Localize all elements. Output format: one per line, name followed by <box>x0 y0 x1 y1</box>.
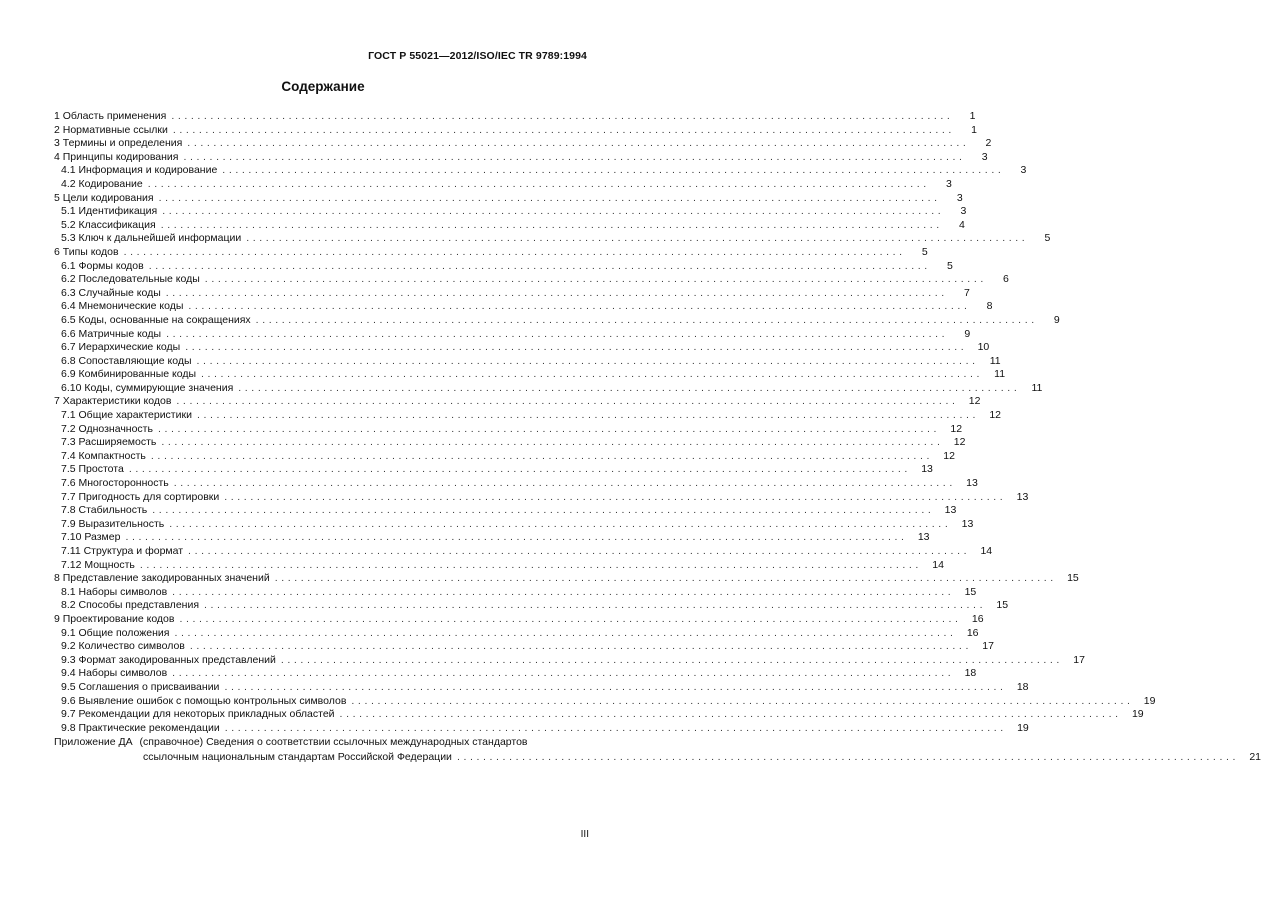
toc-entry-label: 6.1 Формы кодов <box>61 259 144 272</box>
toc-entry-label: 5 Цели кодирования <box>54 191 154 204</box>
leader-dots: ........................................................................................................................ <box>238 381 1021 394</box>
leader-dots: ........................................................................................................................ <box>169 517 952 530</box>
leader-dots: ........................................................................................................................ <box>161 436 944 449</box>
leader-dots: ........................................................................................................................ <box>274 572 1057 585</box>
toc-entry[interactable] <box>54 341 990 355</box>
appendix-page-number: 21 <box>1249 750 1261 763</box>
leader-dots: ........................................................................................................................ <box>171 110 954 122</box>
leader-dots: ........................................................................................................................ <box>179 612 962 625</box>
toc-entry-page: 17 <box>982 640 994 653</box>
toc-entry-label: 7.4 Компактность <box>61 449 146 462</box>
toc-entry[interactable] <box>54 612 984 627</box>
leader-dots: ........................................................................................................................ <box>152 504 935 517</box>
leader-dots: ........................................................................................................................ <box>351 694 1134 707</box>
leader-dots: ........................................................................................................................ <box>222 164 1005 177</box>
leader-dots: ........................................................................................................................ <box>224 721 1007 734</box>
toc-entry-label: 6 Типы кодов <box>54 245 119 258</box>
toc-entry-label: 1 Область применения <box>54 110 167 122</box>
toc-entry-label: 6.6 Матричные коды <box>61 327 162 340</box>
toc-entry[interactable] <box>54 463 933 477</box>
toc-entry-page: 3 <box>960 205 967 218</box>
toc-entry-page: 18 <box>1016 680 1029 693</box>
toc-entry-label: 9.2 Количество символов <box>61 640 185 653</box>
leader-dots: ........................................................................................................................ <box>255 313 1038 326</box>
toc-entry-label: 9 Проектирование кодов <box>54 612 175 625</box>
toc-entry-page: 13 <box>944 504 957 517</box>
toc-entry[interactable] <box>54 436 966 450</box>
toc-entry[interactable] <box>54 694 1156 709</box>
toc-entry-label: 7.2 Однозначность <box>61 422 153 435</box>
toc-entry-label: 7.9 Выразительность <box>61 517 165 530</box>
leader-dots: ........................................................................................................................ <box>139 558 922 571</box>
toc-entry-page: 12 <box>968 395 981 408</box>
toc-entry[interactable] <box>54 477 978 491</box>
toc-entry-label: 9.5 Соглашения о присваивании <box>61 680 220 693</box>
toc-entry-page: 6 <box>1003 273 1009 286</box>
page-title: Содержание <box>281 79 365 94</box>
toc-entry[interactable] <box>54 150 988 165</box>
toc-entry[interactable] <box>54 449 955 464</box>
toc-entry-page: 16 <box>971 612 984 625</box>
toc-entry[interactable] <box>54 191 963 206</box>
toc-entry-page: 15 <box>996 599 1009 612</box>
toc-entry-label: 5.1 Идентификация <box>61 205 158 218</box>
toc-entry-page: 2 <box>985 137 992 150</box>
toc-entry-page: 3 <box>956 191 963 204</box>
toc-entry[interactable] <box>54 381 1043 396</box>
leader-dots: ........................................................................................................................ <box>158 191 941 204</box>
toc-entry-label: 9.3 Формат закодированных представлений <box>61 653 276 666</box>
leader-dots: ........................................................................................................................ <box>147 177 930 190</box>
toc-entry[interactable] <box>54 558 944 573</box>
leader-dots: ........................................................................................................................ <box>189 640 972 653</box>
toc-entry[interactable] <box>54 313 1060 328</box>
toc-entry[interactable] <box>54 599 1009 613</box>
leader-dots: ........................................................................................................................ <box>188 300 971 313</box>
leader-dots: ........................................................................................................................ <box>188 545 971 557</box>
appendix-prefix: Приложение ДА <box>54 736 133 749</box>
toc-entry-page: 5 <box>946 259 953 272</box>
toc-entry[interactable] <box>54 245 928 260</box>
leader-dots: ........................................................................................................................ <box>150 449 933 462</box>
toc-entry-page: 19 <box>1131 708 1144 721</box>
toc-entry[interactable] <box>54 218 965 233</box>
leader-dots: ........................................................................................................................ <box>196 409 980 422</box>
toc-entry-label: 8.1 Наборы символов <box>61 585 168 598</box>
leader-dots: ........................................................................................................................ <box>123 245 906 258</box>
leader-dots: ........................................................................................................................ <box>183 150 966 163</box>
toc-entry-label: 7.11 Структура и формат <box>61 545 184 557</box>
toc-entry-page: 12 <box>953 436 966 449</box>
toc-entry-label: 4 Принципы кодирования <box>54 150 179 163</box>
toc-entry-page: 9 <box>1053 313 1060 326</box>
leader-dots: ........................................................................................................................ <box>204 273 987 286</box>
leader-dots: ........................................................................................................................ <box>172 585 955 598</box>
toc-entry-page: 15 <box>1067 572 1079 585</box>
leader-dots: ........................................................................................................................ <box>339 708 1122 721</box>
toc-entry-label: 3 Термины и определения <box>54 137 183 150</box>
toc-entry[interactable] <box>54 585 977 600</box>
toc-entry-page: 3 <box>945 177 952 190</box>
toc-entry-label: 9.1 Общие положения <box>61 626 170 639</box>
table-of-contents <box>54 110 1261 764</box>
toc-entry-label: 9.8 Практические рекомендации <box>61 721 220 734</box>
toc-entry-label: 6.7 Иерархические коды <box>61 341 181 354</box>
toc-entry-page: 13 <box>917 531 930 544</box>
document-header: ГОСТ Р 55021—2012/ISO/IEC TR 9789:1994 <box>368 50 587 62</box>
toc-entry-label: 7.12 Мощность <box>61 558 135 571</box>
toc-entry-label: 7 Характеристики кодов <box>54 395 172 408</box>
toc-entry-page: 19 <box>1017 721 1029 734</box>
toc-entry-page: 18 <box>964 667 977 680</box>
toc-entry-label: 6.9 Комбинированные коды <box>61 368 196 381</box>
toc-entry-page: 11 <box>989 354 1001 367</box>
toc-entry-page: 17 <box>1073 653 1085 666</box>
leader-dots: ........................................................................................................................ <box>187 137 970 150</box>
toc-entry-label: 7.6 Многосторонность <box>61 477 169 490</box>
appendix-title-line1: (справочное) Сведения о соответствии ссылочных международных стандартов <box>139 736 528 749</box>
toc-entry[interactable] <box>54 286 970 301</box>
toc-entry-page: 5 <box>921 245 928 258</box>
toc-entry[interactable] <box>54 259 953 274</box>
toc-entry[interactable] <box>54 667 977 681</box>
toc-entry-page: 13 <box>961 517 974 530</box>
leader-dots: ........................................................................................................................ <box>174 626 957 639</box>
toc-entry-label: 7.3 Расширяемость <box>61 436 157 449</box>
toc-entry[interactable] <box>54 422 963 437</box>
toc-entry-label: 6.5 Коды, основанные на сокращениях <box>61 313 251 326</box>
toc-entry-label: 4.1 Информация и кодирование <box>61 164 218 177</box>
toc-entry[interactable] <box>54 680 1029 695</box>
toc-entry-label: 7.10 Размер <box>61 531 121 544</box>
toc-entry-label: 7.8 Стабильность <box>61 504 148 517</box>
toc-entry-page: 1 <box>971 123 977 136</box>
toc-entry-page: 11 <box>1031 381 1043 394</box>
leader-dots: ........................................................................................................................ <box>172 667 955 680</box>
toc-entry-label: 9.4 Наборы символов <box>61 667 168 680</box>
leader-dots: ........................................................................................................................ <box>176 395 959 408</box>
leader-dots: ........................................................................................................................ <box>160 218 943 231</box>
leader-dots: ........................................................................................................................ <box>196 354 979 367</box>
toc-entry-page: 13 <box>921 463 933 476</box>
toc-entry-page: 12 <box>943 449 955 462</box>
toc-entry[interactable] <box>54 721 1029 736</box>
toc-entry[interactable] <box>54 354 1001 369</box>
toc-entry-label: 8 Представление закодированных значений <box>54 572 270 585</box>
leader-dots: ........................................................................................................................ <box>456 750 1240 763</box>
leader-dots: ........................................................................................................................ <box>173 477 956 490</box>
appendix-title-line2: ссылочным национальным стандартам Российской Федерации <box>143 750 452 763</box>
toc-entry[interactable] <box>54 164 1027 178</box>
toc-entry[interactable] <box>54 640 994 654</box>
toc-entry-page: 14 <box>932 558 944 571</box>
toc-entry[interactable] <box>54 490 1029 505</box>
toc-entry-page: 9 <box>964 327 971 340</box>
leader-dots: ........................................................................................................................ <box>148 259 931 272</box>
toc-entry-label: 2 Нормативные ссылки <box>54 123 168 136</box>
toc-entry-page: 8 <box>986 300 993 313</box>
leader-dots: ........................................................................................................................ <box>157 422 941 435</box>
leader-dots: ........................................................................................................................ <box>246 232 1029 245</box>
leader-dots: ........................................................................................................................ <box>128 463 911 476</box>
toc-entry[interactable] <box>54 273 1009 287</box>
toc-entry-label: 9.7 Рекомендации для некоторых прикладных областей <box>61 708 335 721</box>
toc-entry-page: 14 <box>980 545 993 557</box>
leader-dots: ........................................................................................................................ <box>204 599 987 612</box>
toc-entry-page: 16 <box>966 626 979 639</box>
toc-entry-label: 5.2 Классификация <box>61 218 156 231</box>
toc-entry[interactable] <box>54 409 1002 423</box>
toc-entry-page: 12 <box>950 422 963 435</box>
leader-dots: ........................................................................................................................ <box>172 123 955 136</box>
leader-dots: ........................................................................................................................ <box>185 341 968 354</box>
toc-entry-label: 9.6 Выявление ошибок с помощью контрольных символов <box>61 694 347 707</box>
toc-entry[interactable] <box>54 177 952 192</box>
toc-entry-page: 13 <box>966 477 978 490</box>
toc-entry-label: 7.5 Простота <box>61 463 124 476</box>
toc-entry[interactable] <box>54 517 974 532</box>
toc-entry-page: 11 <box>994 368 1006 381</box>
leader-dots: ........................................................................................................................ <box>125 531 908 544</box>
toc-entry[interactable] <box>54 137 992 151</box>
toc-entry[interactable] <box>54 504 957 518</box>
toc-entry-label: 6.8 Сопоставляющие коды <box>61 354 192 367</box>
toc-entry-label: 8.2 Способы представления <box>61 599 200 612</box>
toc-entry[interactable] <box>54 572 1079 586</box>
leader-dots: ........................................................................................................................ <box>224 680 1007 693</box>
toc-entry[interactable] <box>54 531 930 545</box>
toc-entry[interactable] <box>54 123 977 138</box>
toc-entry[interactable] <box>54 327 971 342</box>
leader-dots: ........................................................................................................................ <box>162 205 945 218</box>
toc-entry[interactable] <box>54 395 981 409</box>
toc-entry-label: 6.4 Мнемонические коды <box>61 300 184 313</box>
toc-entry-label: 7.1 Общие характеристики <box>61 409 192 422</box>
toc-entry-page: 4 <box>958 218 965 231</box>
toc-entry-page: 12 <box>989 409 1002 422</box>
toc-entry-label: 7.7 Пригодность для сортировки <box>61 490 220 503</box>
page-number-footer: III <box>580 829 589 840</box>
toc-entry-page: 13 <box>1016 490 1029 503</box>
toc-entry[interactable] <box>54 545 993 559</box>
leader-dots: ........................................................................................................................ <box>201 368 984 381</box>
toc-entry-page: 7 <box>963 286 970 299</box>
toc-entry-page: 3 <box>1020 164 1027 177</box>
leader-dots: ........................................................................................................................ <box>224 490 1007 503</box>
toc-appendix-entry[interactable] <box>54 736 1261 764</box>
leader-dots: ........................................................................................................................ <box>280 653 1063 666</box>
toc-entries <box>54 110 1156 735</box>
toc-entry[interactable] <box>54 653 1085 668</box>
toc-entry[interactable] <box>54 708 1144 722</box>
toc-entry[interactable] <box>54 205 967 219</box>
toc-entry-label: 6.2 Последовательные коды <box>61 273 200 286</box>
toc-entry-label: 4.2 Кодирование <box>61 177 143 190</box>
toc-entry-page: 1 <box>969 110 976 122</box>
toc-entry-page: 5 <box>1044 232 1051 245</box>
toc-entry[interactable] <box>54 110 976 124</box>
toc-entry-page: 19 <box>1143 694 1156 707</box>
leader-dots: ........................................................................................................................ <box>165 286 948 299</box>
toc-entry[interactable] <box>54 368 1006 382</box>
toc-entry[interactable] <box>54 300 993 314</box>
toc-entry[interactable] <box>54 626 979 641</box>
toc-entry-page: 3 <box>981 150 988 163</box>
toc-entry-label: 6.3 Случайные коды <box>61 286 161 299</box>
toc-entry-page: 10 <box>977 341 990 354</box>
toc-entry-label: 6.10 Коды, суммирующие значения <box>61 381 234 394</box>
toc-entry-page: 15 <box>964 585 977 598</box>
toc-entry-label: 5.3 Ключ к дальнейшей информации <box>61 232 242 245</box>
leader-dots: ........................................................................................................................ <box>166 327 949 340</box>
toc-entry[interactable] <box>54 232 1051 246</box>
